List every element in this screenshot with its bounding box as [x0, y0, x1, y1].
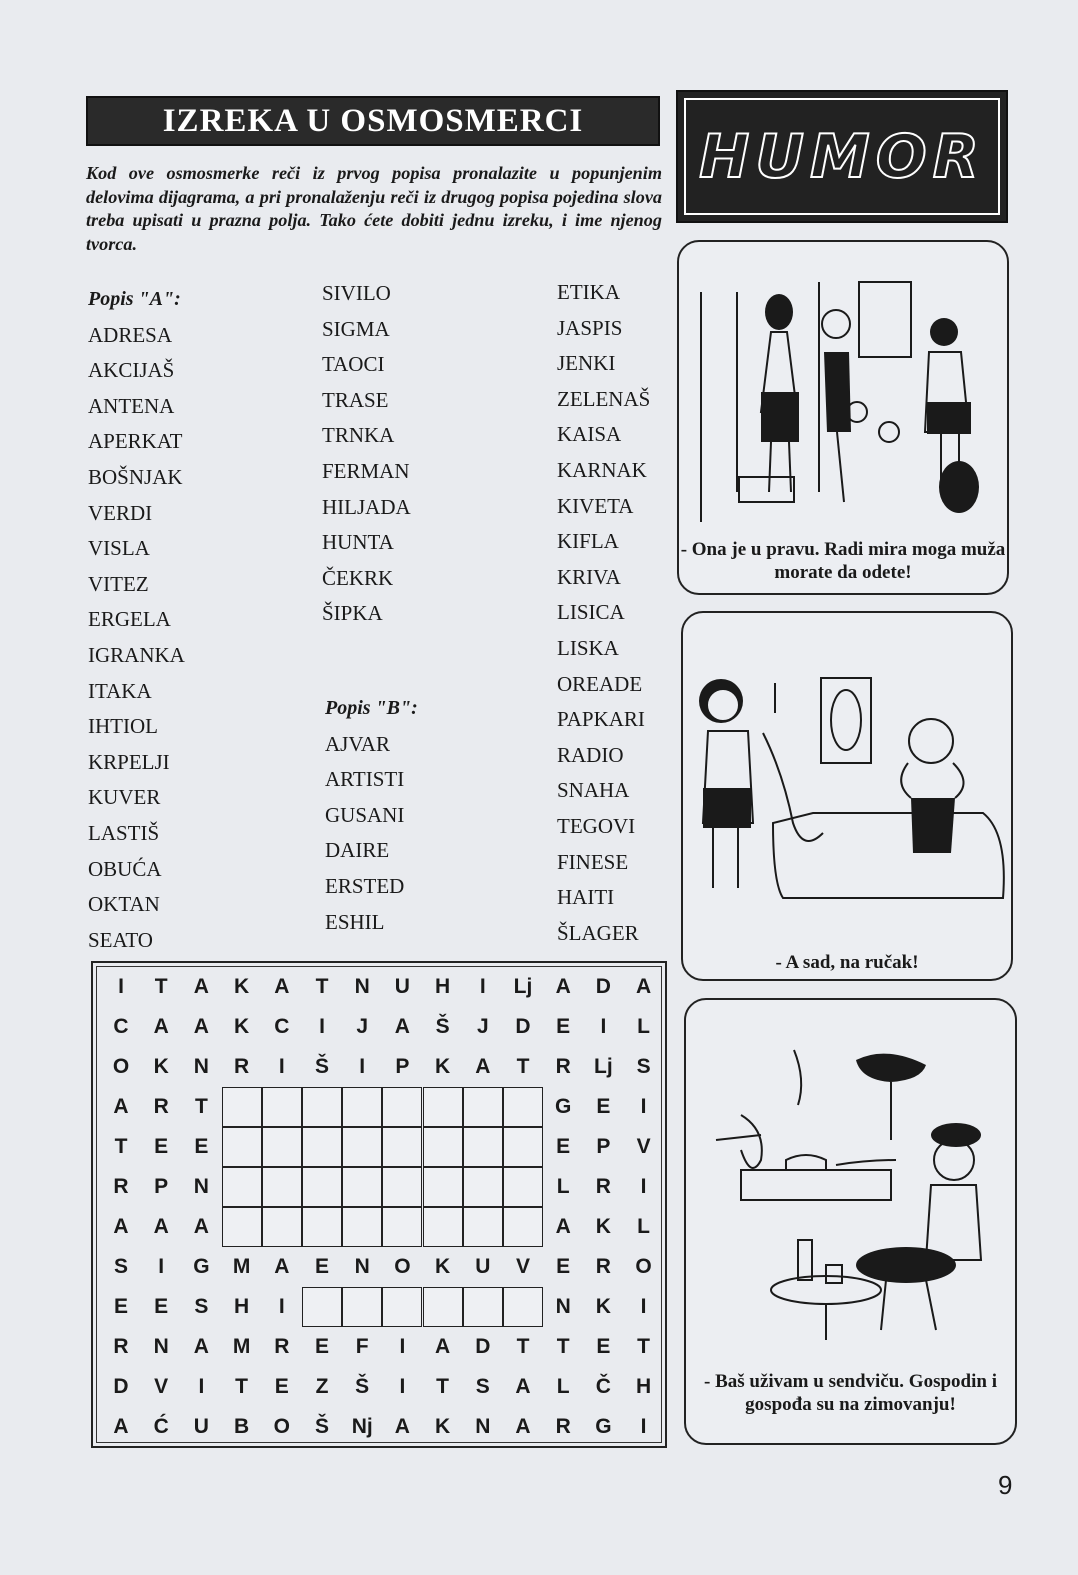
grid-letter: T: [436, 1375, 449, 1398]
blank-cell[interactable]: [342, 1167, 382, 1207]
cartoon-1-drawing: [679, 252, 1007, 532]
grid-letter: O: [273, 1415, 290, 1438]
grid-letter: I: [118, 975, 124, 998]
blank-cell[interactable]: [222, 1207, 262, 1247]
word-list-item: VITEZ: [88, 571, 149, 596]
grid-letter: H: [435, 975, 451, 998]
grid-letter: K: [435, 1415, 451, 1438]
word-list-a-column-1: [88, 282, 185, 958]
blank-cell[interactable]: [382, 1127, 422, 1167]
word-list-item: VERDI: [88, 500, 153, 525]
grid-letter: E: [314, 1335, 329, 1358]
grid-letter: Lj: [513, 975, 533, 998]
blank-cell[interactable]: [382, 1087, 422, 1127]
word-list-item: KUVER: [88, 785, 161, 810]
grid-letter: Č: [595, 1375, 611, 1398]
grid-letter: N: [354, 1255, 370, 1278]
word-list-item: KAISA: [557, 422, 622, 447]
grid-letter: B: [234, 1415, 250, 1438]
word-list-item: ČEKRK: [322, 565, 394, 590]
grid-letter: N: [555, 1295, 571, 1318]
grid-letter: G: [555, 1095, 572, 1118]
blank-cell[interactable]: [503, 1127, 543, 1167]
grid-letter: I: [158, 1255, 165, 1278]
blank-cell[interactable]: [382, 1207, 422, 1247]
grid-letter: Z: [315, 1375, 329, 1398]
grid-letter: E: [556, 1015, 571, 1038]
grid-letter: N: [193, 1055, 209, 1078]
word-list-item: AKCIJAŠ: [88, 358, 175, 383]
blank-cell[interactable]: [423, 1207, 463, 1247]
cartoon-3-caption: - Baš uživam u sendviču. Gospodin i gospođa su na zimovanju!: [704, 1371, 997, 1415]
word-list-item: ITAKA: [88, 678, 152, 703]
word-list-item: LASTIŠ: [88, 820, 160, 845]
grid-letter: Š: [355, 1375, 370, 1398]
word-list-item: ŠIPKA: [322, 601, 383, 626]
grid-letter: T: [556, 1335, 570, 1358]
grid-letter: C: [113, 1015, 129, 1038]
grid-letter: A: [113, 1415, 129, 1438]
grid-letter: P: [395, 1055, 410, 1078]
grid-letter: I: [640, 1095, 647, 1118]
grid-letter: L: [556, 1375, 570, 1398]
grid-letter: I: [198, 1375, 205, 1398]
word-list-item: KRIVA: [557, 564, 621, 589]
page-number: 9: [998, 1470, 1013, 1500]
grid-letter: H: [234, 1295, 250, 1318]
grid-letter: N: [153, 1335, 169, 1358]
word-list-item: ANTENA: [88, 393, 175, 418]
grid-letter: A: [193, 1215, 209, 1238]
cartoon-2-drawing: [683, 623, 1011, 923]
grid-letter: K: [153, 1055, 169, 1078]
grid-letter: K: [435, 1055, 451, 1078]
word-list-item: GUSANI: [325, 802, 405, 827]
grid-letter: J: [356, 1015, 369, 1038]
word-list-b-column: [325, 691, 418, 940]
grid-letter: E: [154, 1135, 169, 1158]
grid-letter: D: [595, 975, 611, 998]
blank-cell[interactable]: [342, 1087, 382, 1127]
word-list-item: ERSTED: [325, 873, 405, 898]
word-list-item: DAIRE: [325, 838, 390, 863]
blank-cell[interactable]: [302, 1167, 342, 1207]
word-list-item: TAOCI: [322, 352, 385, 377]
grid-letter: E: [314, 1255, 329, 1278]
grid-letter: I: [640, 1175, 647, 1198]
word-list-item: HAITI: [557, 885, 615, 910]
list-a-heading: Popis "A":: [88, 288, 181, 310]
word-list-item: SEATO: [88, 927, 153, 952]
grid-letter: F: [355, 1335, 369, 1358]
blank-cell[interactable]: [262, 1087, 302, 1127]
grid-letter: T: [235, 1375, 248, 1398]
grid-letter: V: [515, 1255, 530, 1278]
cartoon-3-drawing: [686, 1010, 1014, 1350]
grid-letter: A: [153, 1015, 169, 1038]
blank-cell[interactable]: [503, 1207, 543, 1247]
grid-letter: L: [556, 1175, 570, 1198]
blank-cell[interactable]: [423, 1167, 463, 1207]
word-search-grid: [96, 966, 662, 1443]
grid-letter: E: [194, 1135, 209, 1158]
blank-cell[interactable]: [262, 1167, 302, 1207]
blank-cell[interactable]: [342, 1127, 382, 1167]
word-list-item: APERKAT: [88, 429, 183, 454]
blank-cell[interactable]: [342, 1287, 382, 1327]
word-list-item: ESHIL: [325, 909, 385, 934]
grid-letter: U: [394, 975, 410, 998]
word-list-item: LISICA: [557, 600, 625, 625]
grid-letter: D: [475, 1335, 491, 1358]
word-list-item: BOŠNJAK: [88, 464, 183, 489]
grid-letter: N: [475, 1415, 491, 1438]
grid-letter: K: [595, 1295, 611, 1318]
grid-letter: E: [556, 1135, 571, 1158]
grid-letter: R: [113, 1175, 129, 1198]
blank-cell[interactable]: [463, 1167, 503, 1207]
grid-letter: M: [232, 1335, 251, 1358]
grid-letter: Š: [314, 1415, 329, 1438]
grid-letter: A: [515, 1415, 531, 1438]
grid-letter: Š: [314, 1055, 329, 1078]
grid-letter: E: [154, 1295, 169, 1318]
grid-letter: A: [113, 1215, 129, 1238]
word-list-item: FINESE: [557, 849, 629, 874]
word-list-item: PAPKARI: [557, 707, 645, 732]
grid-letter: T: [637, 1335, 650, 1358]
blank-cell[interactable]: [463, 1207, 503, 1247]
grid-letter: A: [435, 1335, 451, 1358]
grid-letter: A: [394, 1015, 410, 1038]
word-list-item: OBUĆA: [88, 856, 162, 881]
word-list-item: SNAHA: [557, 778, 630, 803]
blank-cell[interactable]: [463, 1127, 503, 1167]
blank-cell[interactable]: [503, 1087, 543, 1127]
grid-letter: R: [274, 1335, 290, 1358]
grid-letter: E: [113, 1295, 128, 1318]
cartoon-panel-3: [684, 998, 1017, 1445]
grid-letter: I: [479, 975, 486, 998]
grid-letter: N: [354, 975, 370, 998]
cartoon-panel-2: [681, 611, 1013, 981]
grid-letter: E: [596, 1095, 611, 1118]
grid-letter: R: [595, 1175, 611, 1198]
grid-letter: Lj: [594, 1055, 613, 1078]
blank-cell[interactable]: [342, 1207, 382, 1247]
blank-cell[interactable]: [463, 1287, 503, 1327]
blank-cell[interactable]: [503, 1167, 543, 1207]
grid-letter: I: [600, 1015, 607, 1038]
grid-letter: A: [153, 1215, 169, 1238]
grid-letter: R: [555, 1055, 571, 1078]
grid-letter: P: [154, 1175, 169, 1198]
grid-letter: A: [274, 975, 290, 998]
word-list-a-column-2: [322, 276, 411, 632]
word-list-item: SIGMA: [322, 316, 390, 341]
word-list-item: ZELENAŠ: [557, 386, 651, 411]
cartoon-1-caption: - Ona je u pravu. Radi mira moga muža morate da odete!: [680, 539, 1006, 583]
word-list-item: TRNKA: [322, 423, 395, 448]
cartoon-2-caption: - A sad, na ručak!: [775, 952, 919, 973]
word-list-item: KARNAK: [557, 457, 647, 482]
word-list-item: HUNTA: [322, 530, 394, 555]
grid-letter: D: [113, 1375, 129, 1398]
grid-letter: I: [278, 1295, 285, 1318]
grid-letter: I: [278, 1055, 285, 1078]
grid-letter: I: [399, 1335, 406, 1358]
puzzle-title-bar: [86, 96, 660, 146]
grid-letter: S: [194, 1295, 209, 1318]
grid-letter: I: [359, 1055, 366, 1078]
puzzle-title: IZREKA U OSMOSMERCI: [162, 102, 584, 139]
grid-letter: A: [394, 1415, 410, 1438]
grid-letter: R: [555, 1415, 571, 1438]
grid-letter: I: [640, 1295, 647, 1318]
grid-letter: L: [637, 1215, 650, 1238]
grid-letter: V: [154, 1375, 169, 1398]
grid-letter: R: [234, 1055, 250, 1078]
grid-letter: T: [315, 975, 329, 998]
grid-letter: A: [113, 1095, 129, 1118]
word-list-item: IHTIOL: [88, 714, 158, 739]
blank-cell[interactable]: [463, 1087, 503, 1127]
word-list-item: TEGOVI: [557, 813, 636, 838]
grid-letter: A: [636, 975, 652, 998]
grid-letter: I: [640, 1415, 647, 1438]
blank-cell[interactable]: [423, 1127, 463, 1167]
word-list-item: OREADE: [557, 671, 643, 696]
grid-letter: E: [556, 1255, 571, 1278]
blank-cell[interactable]: [222, 1087, 262, 1127]
word-list-item: FERMAN: [322, 458, 410, 483]
grid-letter: Nj: [351, 1415, 373, 1438]
word-list-item: ADRESA: [88, 322, 173, 347]
blank-cell[interactable]: [503, 1287, 543, 1327]
word-list-item: JENKI: [557, 351, 616, 376]
grid-letter: V: [636, 1135, 651, 1158]
grid-letter: T: [194, 1095, 208, 1118]
grid-letter: P: [596, 1135, 611, 1158]
humor-title: HUMOR: [699, 121, 985, 192]
blank-cell[interactable]: [262, 1207, 302, 1247]
grid-letter: K: [435, 1255, 451, 1278]
word-list-item: TRASE: [322, 387, 389, 412]
word-list-item: ETIKA: [557, 280, 620, 304]
grid-letter: U: [475, 1255, 491, 1278]
word-list-item: ARTISTI: [325, 767, 405, 792]
blank-cell[interactable]: [302, 1207, 342, 1247]
grid-letter: R: [113, 1335, 129, 1358]
grid-letter: N: [193, 1175, 209, 1198]
blank-cell[interactable]: [382, 1167, 422, 1207]
humor-header: [676, 90, 1008, 223]
word-list-item: IGRANKA: [88, 642, 185, 667]
grid-letter: Š: [435, 1015, 450, 1038]
blank-cell[interactable]: [302, 1127, 342, 1167]
grid-letter: R: [153, 1095, 169, 1118]
word-list-item: KIVETA: [557, 493, 634, 518]
grid-letter: K: [234, 1015, 250, 1038]
grid-letter: U: [193, 1415, 209, 1438]
grid-letter: E: [274, 1375, 289, 1398]
blank-cell[interactable]: [423, 1287, 463, 1327]
word-list-item: RADIO: [557, 742, 624, 767]
grid-letter: K: [595, 1215, 611, 1238]
grid-letter: T: [154, 975, 168, 998]
word-list-item: AJVAR: [325, 731, 390, 756]
word-list-item: SIVILO: [322, 281, 391, 305]
word-list-item: HILJADA: [322, 494, 411, 519]
grid-letter: Ć: [153, 1415, 169, 1438]
grid-letter: T: [114, 1135, 128, 1158]
grid-letter: O: [635, 1255, 652, 1278]
grid-letter: E: [596, 1335, 611, 1358]
blank-cell[interactable]: [302, 1287, 342, 1327]
blank-cell[interactable]: [423, 1087, 463, 1127]
grid-letter: A: [274, 1255, 290, 1278]
grid-letter: C: [274, 1015, 290, 1038]
grid-letter: A: [193, 1015, 209, 1038]
grid-letter: T: [516, 1335, 530, 1358]
puzzle-instructions: Kod ove osmosmerke reči iz prvog popisa pronalazite u popunjenim delovima dijagrama, a pri pronalaženju reči iz drugog popisa pojedina slova treba upisati u prazna polja. Tako ćete dobiti jednu izreku, i ime njenog tvorca.: [86, 163, 662, 254]
grid-letter: S: [475, 1375, 490, 1398]
word-list-item: KRPELJI: [88, 749, 170, 774]
cartoon-panel-1: [677, 240, 1009, 595]
grid-letter: A: [515, 1375, 531, 1398]
blank-cell[interactable]: [262, 1127, 302, 1167]
word-list-item: VISLA: [88, 536, 150, 561]
grid-letter: H: [636, 1375, 652, 1398]
word-list-item: KIFLA: [557, 529, 619, 554]
blank-cell[interactable]: [382, 1287, 422, 1327]
word-list-item: JASPIS: [557, 315, 623, 340]
grid-letter: A: [555, 975, 571, 998]
grid-letter: I: [319, 1015, 325, 1038]
grid-letter: A: [555, 1215, 571, 1238]
word-list-a-column-3: [557, 275, 650, 951]
grid-letter: D: [515, 1015, 531, 1038]
grid-letter: I: [399, 1375, 406, 1398]
grid-letter: K: [234, 975, 250, 998]
grid-letter: S: [113, 1255, 128, 1278]
word-list-item: ŠLAGER: [557, 920, 639, 945]
grid-letter: J: [476, 1015, 489, 1038]
blank-cell[interactable]: [222, 1127, 262, 1167]
grid-letter: O: [112, 1055, 130, 1078]
grid-letter: A: [193, 1335, 209, 1358]
grid-letter: A: [475, 1055, 491, 1078]
blank-cell[interactable]: [222, 1167, 262, 1207]
word-list-item: ERGELA: [88, 607, 171, 632]
word-list-item: LISKA: [557, 635, 619, 660]
list-b-heading: Popis "B":: [325, 697, 418, 719]
grid-letter: S: [636, 1055, 651, 1078]
grid-letter: O: [394, 1255, 411, 1278]
word-list-item: OKTAN: [88, 892, 160, 917]
grid-letter: M: [232, 1255, 251, 1278]
grid-letter: R: [595, 1255, 611, 1278]
grid-letter: G: [595, 1415, 612, 1438]
grid-letter: T: [516, 1055, 530, 1078]
grid-letter: L: [637, 1015, 650, 1038]
blank-cell[interactable]: [302, 1087, 342, 1127]
grid-letter: G: [193, 1255, 210, 1278]
grid-letter: A: [193, 975, 209, 998]
